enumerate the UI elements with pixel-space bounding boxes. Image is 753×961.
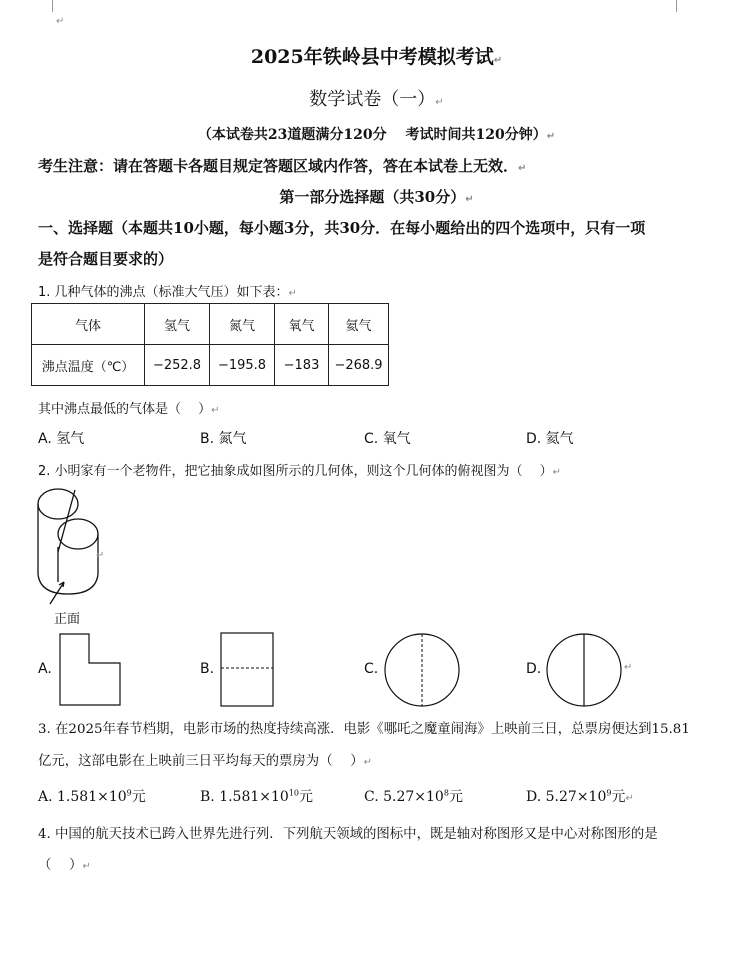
page-corner-top-left (40, 0, 53, 12)
q2-option-d-shape[interactable] (544, 632, 624, 708)
table-gas-helium: 氦气 (329, 304, 389, 345)
q2-option-c-label[interactable]: C. (364, 661, 379, 677)
table-value-nitrogen: −195.8 (210, 345, 275, 386)
q2-option-a-shape[interactable] (58, 633, 122, 707)
q2-option-d-label[interactable]: D. (526, 661, 542, 677)
table-gas-nitrogen: 氮气 (210, 304, 275, 345)
q2-option-b-label[interactable]: B. (200, 661, 215, 677)
q1-option-c[interactable]: C. 氧气 (364, 431, 411, 447)
q3-option-b[interactable]: B. $1.581\times 10^{10}$元 (200, 788, 314, 805)
q3-option-d[interactable]: D. $5.27\times 10^9$元↵ (526, 788, 634, 805)
table-value-helium: −268.9 (329, 345, 389, 386)
paragraph-mark: ↵ (56, 16, 65, 27)
table-header-gas: 气体 (32, 304, 145, 345)
section-instructions-2: 是符合题目要求的） (38, 250, 174, 268)
q1-stem: 1. 几种气体的沸点（标准大气压）如下表：↵ (38, 285, 297, 300)
boiling-point-table (31, 303, 389, 386)
q4-stem-1: 4. 中国的航天技术已跨入世界先进行列．下列航天领域的图标中，既是轴对称图形又是中心对称图形的是 (38, 827, 658, 842)
table-row-label: 沸点温度（℃） (32, 345, 145, 386)
table-value-hydrogen: −252.8 (145, 345, 210, 386)
q1-question: 其中沸点最低的气体是（ ）↵ (38, 402, 220, 417)
front-label: 正面 (54, 612, 81, 627)
q2-option-c-shape[interactable] (382, 632, 462, 708)
q1-option-a[interactable]: A. 氢气 (38, 431, 85, 447)
table-value-oxygen: −183 (275, 345, 329, 386)
table-row (32, 345, 389, 386)
q2-option-b-shape[interactable] (219, 632, 275, 708)
q3-option-c[interactable]: C. $5.27\times 10^8$元 (364, 788, 463, 805)
exam-title: 2025年铁岭县中考模拟考试↵ (250, 46, 503, 68)
q1-option-b[interactable]: B. 氮气 (200, 431, 247, 447)
exam-info: （本试卷共23道题满分120分 考试时间共120分钟）↵ (197, 127, 556, 143)
section-instructions-1: 一、选择题（本题共10小题，每小题3分，共30分．在每小题给出的四个选项中，只有一项 (38, 219, 646, 237)
q3-option-a[interactable]: A. $1.581\times 10^9$元 (38, 788, 146, 805)
section-title: 第一部分选择题（共30分）↵ (279, 188, 474, 206)
table-row (32, 304, 389, 345)
page-corner-top-right (676, 0, 689, 12)
notice: 考生注意：请在答题卡各题目规定答题区域内作答，答在本试卷上无效．↵ (38, 157, 527, 175)
q2-option-a-label[interactable]: A. (38, 661, 52, 677)
q2-stem: 2. 小明家有一个老物件，把它抽象成如图所示的几何体，则这个几何体的俯视图为（ ）↵ (38, 464, 562, 479)
paragraph-mark: ↵ (624, 662, 633, 673)
paper-title: 数学试卷（一）↵ (309, 89, 444, 110)
table-gas-oxygen: 氧气 (275, 304, 329, 345)
q3-stem-1: 3. 在2025年春节档期，电影市场的热度持续高涨．电影《哪吒之魔童闹海》上映前三日，总票房便达到15.81 (38, 722, 690, 737)
solid-figure (30, 482, 120, 610)
q4-stem-2: （ ）↵ (38, 858, 91, 873)
q1-option-d[interactable]: D. 氦气 (526, 431, 574, 447)
table-gas-hydrogen: 氢气 (145, 304, 210, 345)
q3-stem-2: 亿元，这部电影在上映前三日平均每天的票房为（ ）↵ (38, 754, 373, 769)
paragraph-mark: ↵ (96, 550, 105, 561)
